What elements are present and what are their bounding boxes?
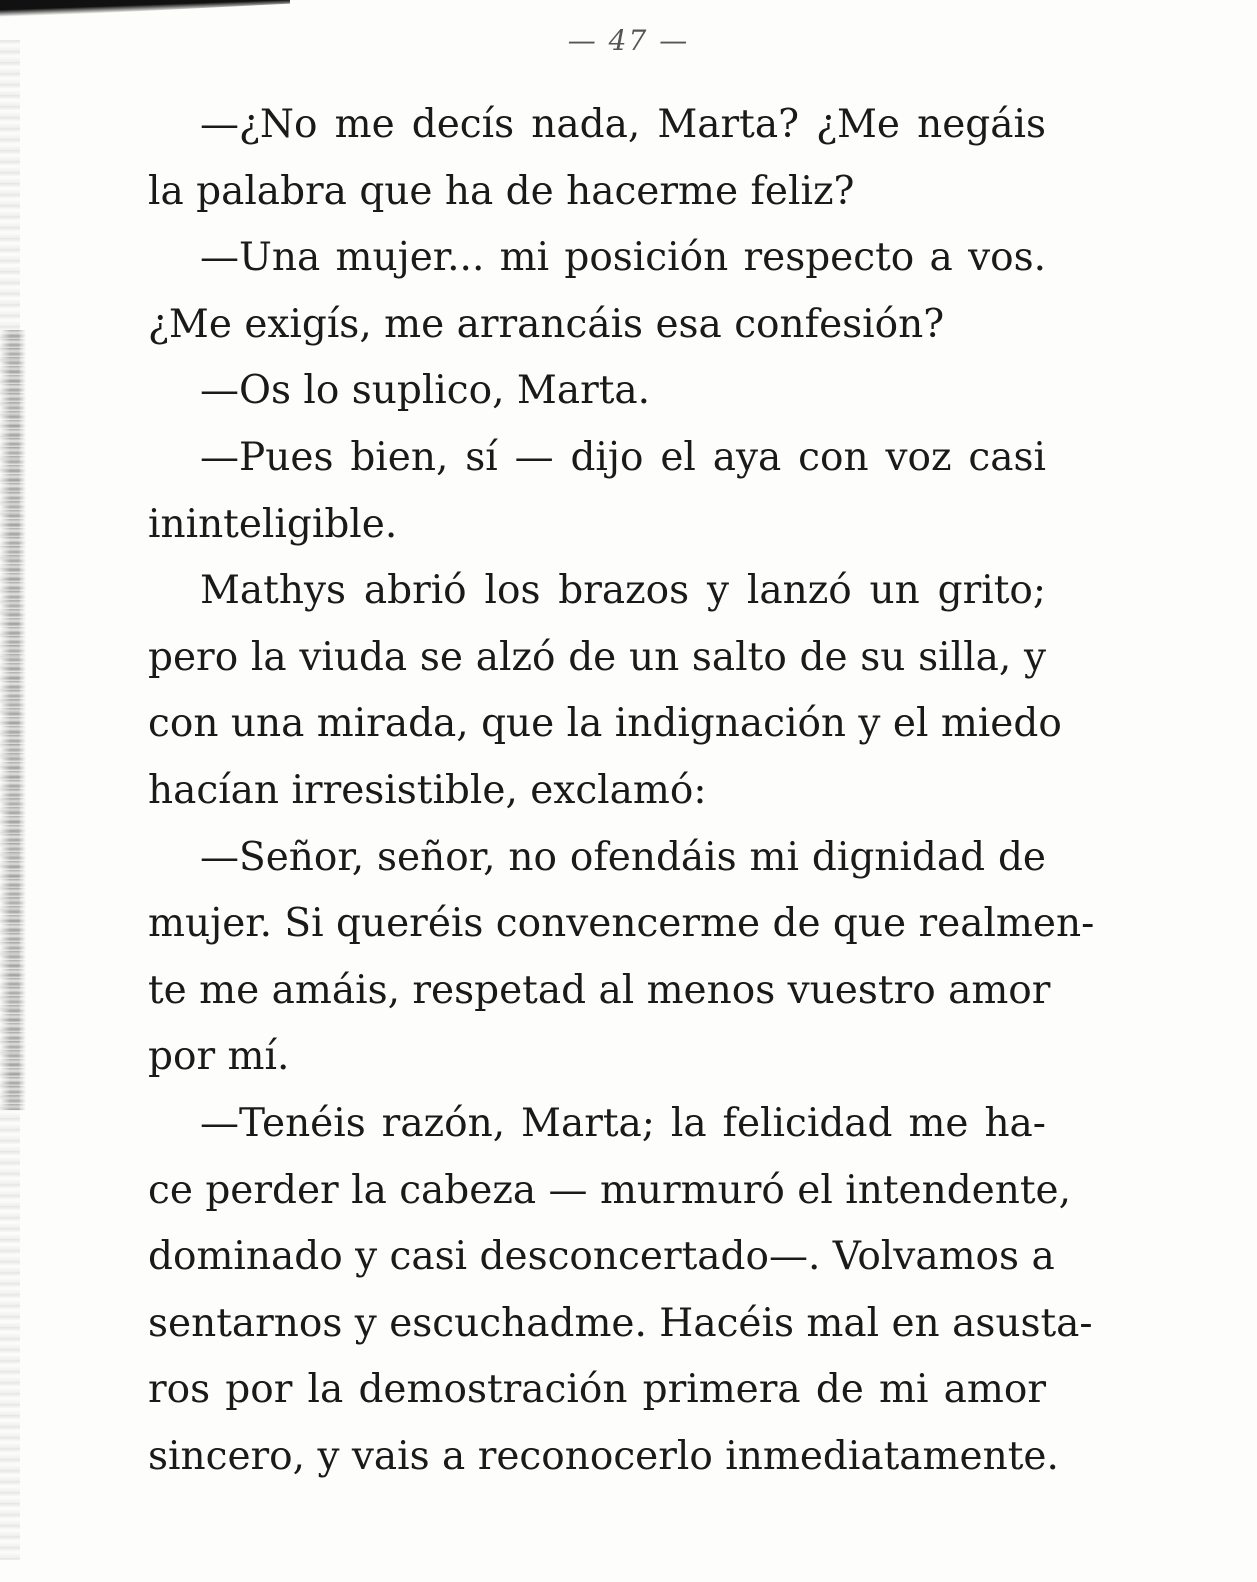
text-line: ¿Me exigís, me arrancáis esa confesión? [148,301,945,347]
text-line: sincero, y vais a reconocerlo inmediatamente. [148,1433,1059,1479]
text-line: dominado y casi desconcertado—. Volvamos a [148,1234,1055,1280]
scan-corner-mark [0,0,290,18]
text-line: —¿No me decís nada, Marta? ¿Me negáis [200,102,1046,147]
text-line: —Pues bien, sí — dijo el aya con voz casi [200,434,1046,480]
text-line: —Os lo suplico, Marta. [200,368,651,414]
text-line: ros por la demostración primera de mi amor [148,1367,1046,1413]
text-line: —Una mujer... mi posición respecto a vos. [200,235,1046,281]
body-text [148,92,1095,1490]
text-line: con una mirada, que la indignación y el miedo [148,701,1062,747]
text-line: la palabra que ha de hacerme feliz? [148,168,855,214]
text-line: por mí. [148,1034,290,1080]
text-line: sentarnos y escuchadme. Hacéis mal en asusta- [148,1300,1093,1346]
text-line: mujer. Si queréis convencerme de que realmen- [148,901,1095,947]
text-line: Mathys abrió los brazos y lanzó un grito; [200,568,1046,614]
text-line: —Tenéis razón, Marta; la felicidad me ha- [200,1100,1046,1146]
text-line: hacían irresistible, exclamó: [148,767,707,813]
text-line: —Señor, señor, no ofendáis mi dignidad de [200,834,1046,880]
text-line: ininteligible. [148,501,398,547]
text-line: pero la viuda se alzó de un salto de su silla, y [148,634,1046,680]
text-line: ce perder la cabeza — murmuró el intendente, [148,1167,1072,1213]
page-number: — 47 — [567,24,690,57]
text-line: te me amáis, respetad al menos vuestro amor [148,967,1051,1013]
binding-edge [0,330,26,1110]
